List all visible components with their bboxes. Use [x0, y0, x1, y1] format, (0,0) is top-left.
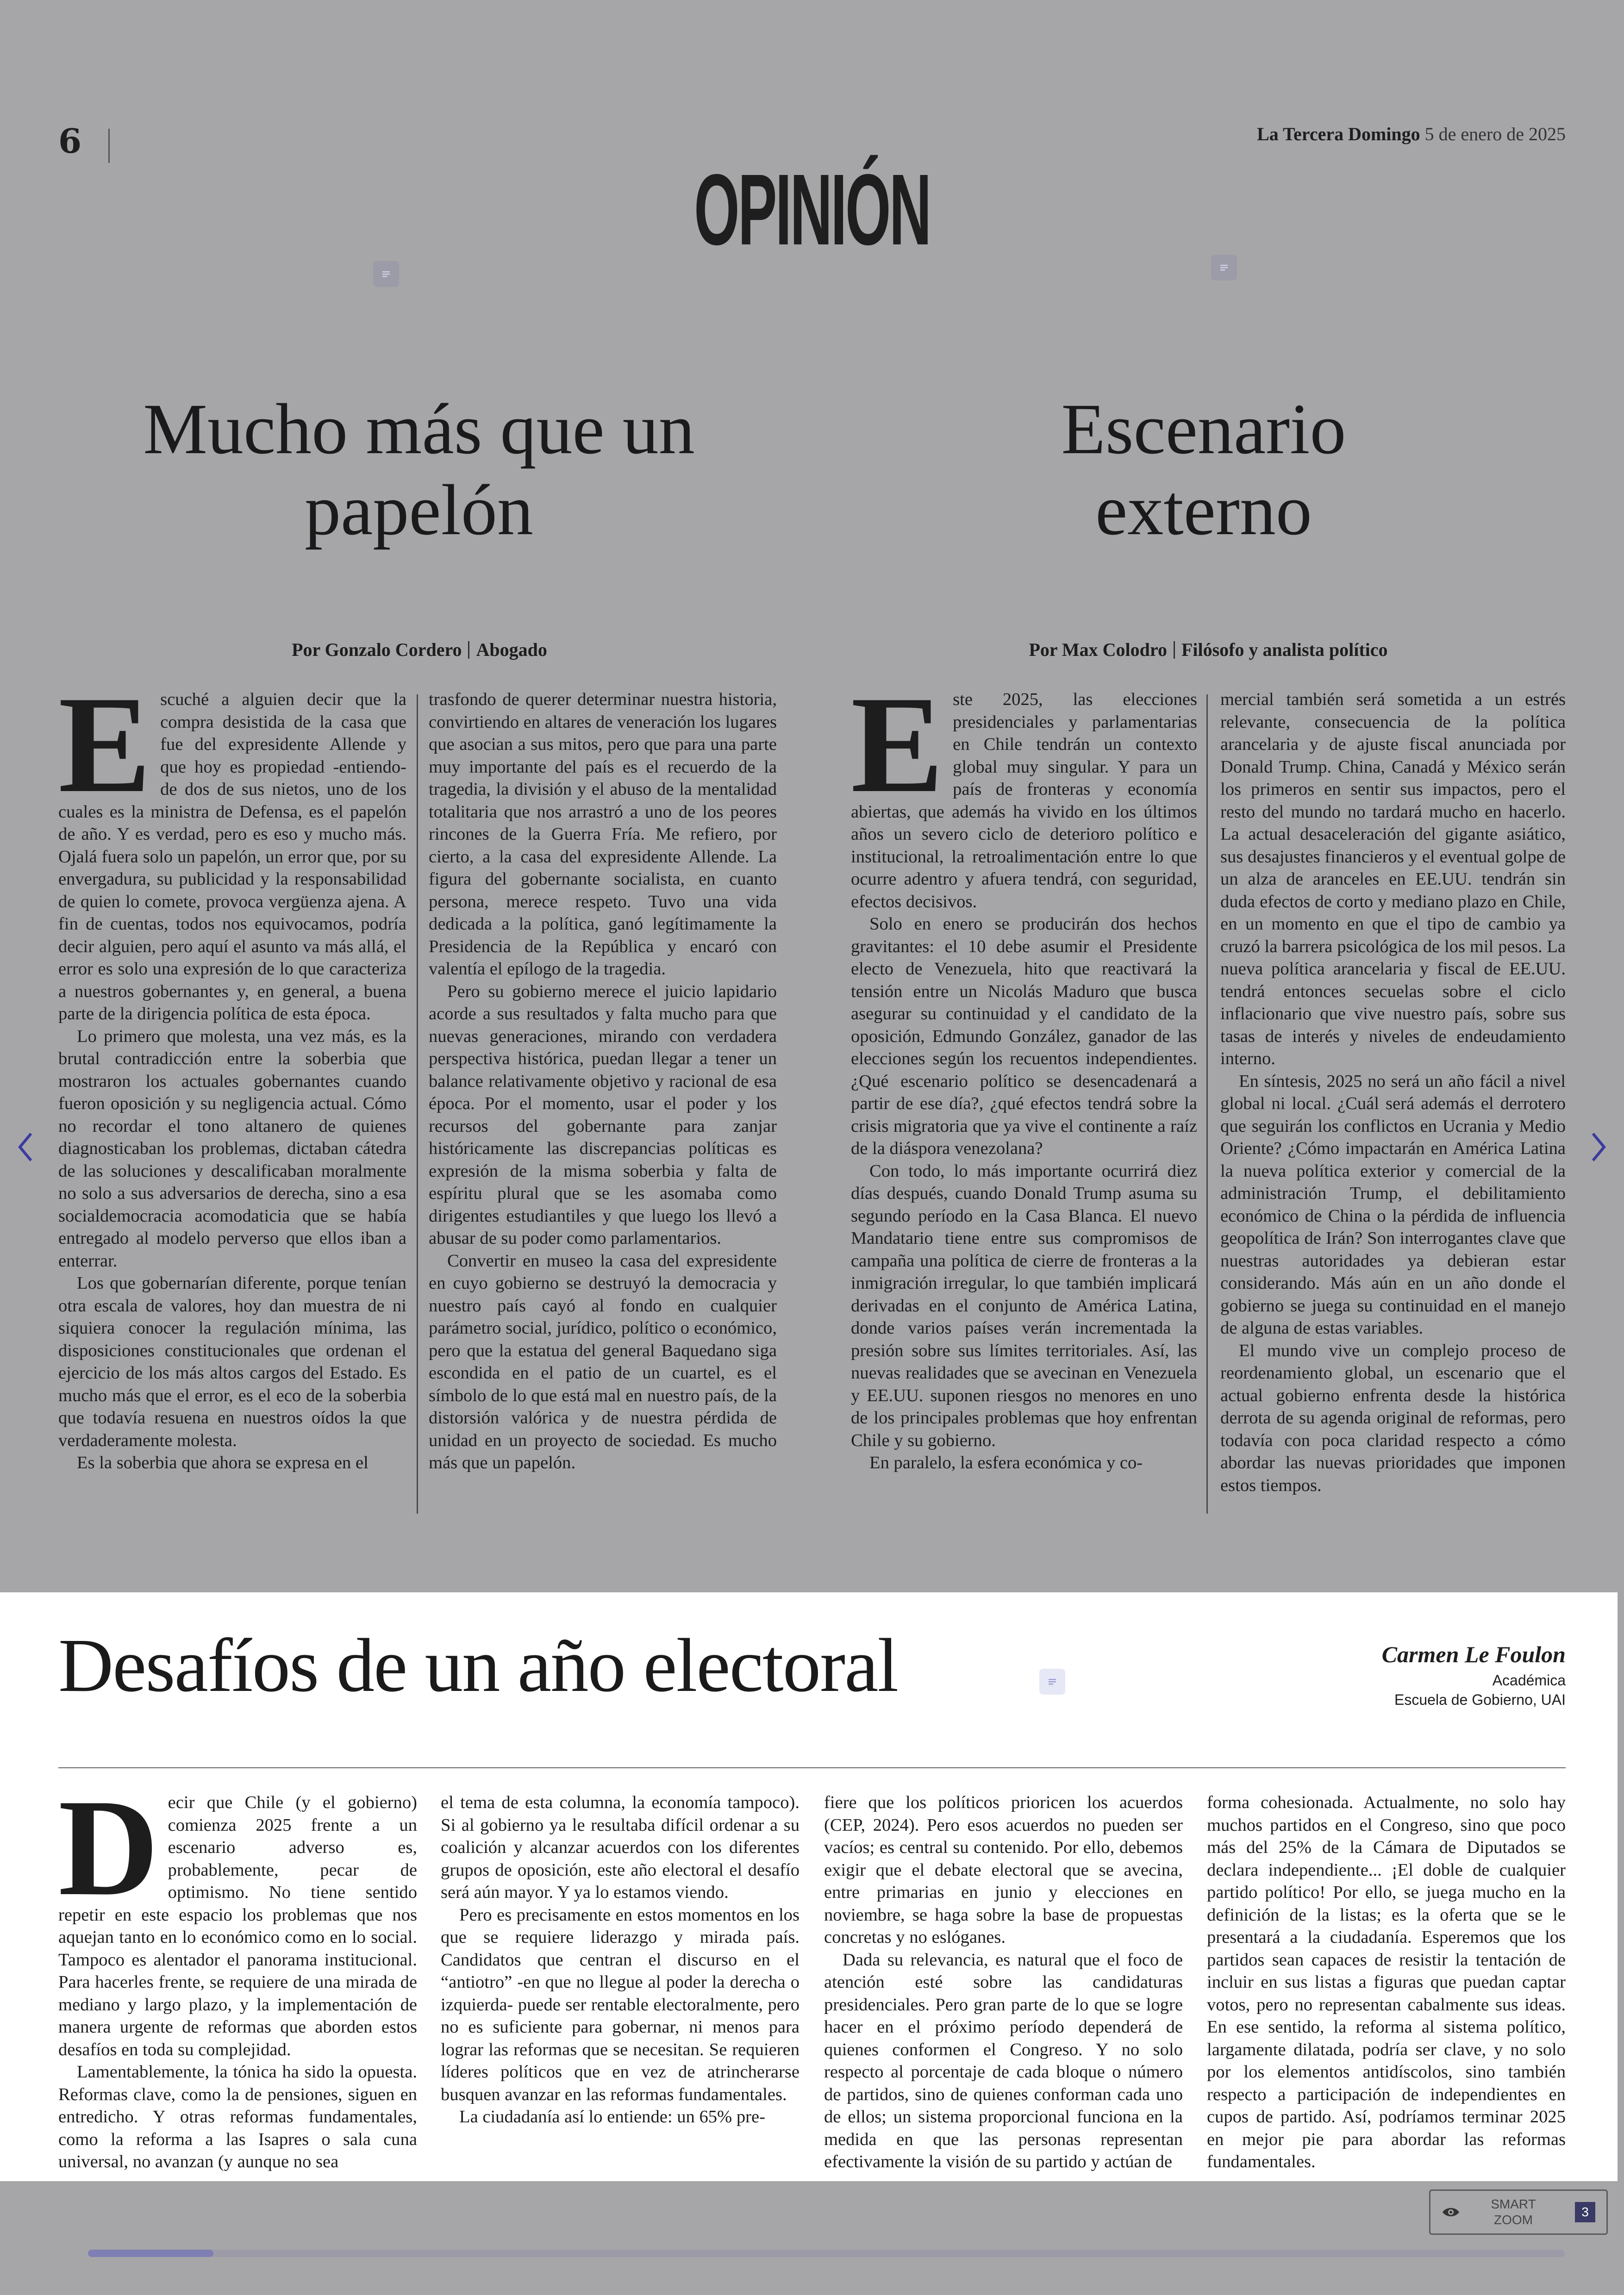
paragraph: El mundo vive un complejo proceso de reordenamiento global, un escenario que el actual gobierno enfrenta desde la histórica derrota de su agenda original de reformas, pero todavía con poca claridad respecto a cómo abordar las nuevas prioridades que imponen estos tiempos.: [1220, 1341, 1566, 1495]
page-progress-track[interactable]: [88, 2250, 1565, 2257]
masthead: [1257, 123, 1566, 145]
paragraph: el tema de esta columna, la economía tampoco). Si al gobierno ya le resultaba difícil ordenar a su coalición y alcanzar acuerdos con los diferentes grupos de oposición, este año electoral el desafío será aún mayor. Y ya lo estamos viendo.: [441, 1793, 800, 1902]
article-column: [1220, 688, 1566, 1497]
author-role: Académica: [1492, 1672, 1566, 1689]
article-headline: Desafíos de un año electoral: [58, 1623, 898, 1708]
article-column: [58, 667, 406, 1474]
paragraph: scuché a alguien decir que la compra desistida de la casa que fue del expresidente Allende y que hoy es propiedad -entiendo- de dos de sus nietos, uno de los cuales es la ministra de Defensa, es el papelón de año. Y es verdad, pero es eso y mucho más. Ojalá fuera solo un papelón, un error que, por su envergadura, su publicidad y la responsabilidad de quien lo comete, provoca vergüenza ajena. A fin de cuentas, todos nos equivocamos, podría decir alguien, pero aquí el asunto va más allá, el error es solo una expresión de lo que caracteriza a nuestros gobernantes y, en general, a buena parte de la dirigencia política de esta época.: [58, 690, 406, 1023]
smart-zoom-count-badge: 3: [1575, 2202, 1595, 2222]
column-divider: [1206, 694, 1208, 1514]
paragraph: forma cohesionada. Actualmente, no solo hay muchos partidos en el Congreso, sino que poco más del 25% de la Cámara de Diputados se declara independiente... ¡El doble de cualquier partido político! Por ello, se juega mucho en la definición de la listas; es la oferta que se le presentará a la ciudadanía. Esperemos que los partidos sean capaces de resistir la tentación de incluir en sus listas a figuras que puedan captar votos, pero no representan cabalmente sus ideas. En ese sentido, la reforma al sistema político, largamente dilatada, podría ser clave, y no solo por los elementos antidíscolos, sino también respecto a participación de independientes en cupos de partido. Así, podríamos terminar 2025 en mejor pie para abordar las reformas fundamentales.: [1207, 1793, 1566, 2171]
article-column: [429, 688, 777, 1474]
page-number: 6: [58, 121, 82, 161]
paragraph: Lamentablemente, la tónica ha sido la opuesta. Reformas clave, como la de pensiones, siguen en entredicho. Y otras reformas fundamentales, como la reforma a las Isapres o sala cuna universal, no avanzan (y aunque no sea: [58, 2062, 417, 2171]
paragraph: Lo primero que molesta, una vez más, es la brutal contradicción entre la soberbia que mostraron los actuales gobernantes cuando fueron oposición y su negligencia actual. Cómo no recordar el tono altanero de quienes diagnosticaban los problemas, dictaban cátedra de las soluciones y descalificaban moralmente no solo a sus adversarios de derecha, sino a esa socialdemocracia acomodaticia que se había entregado al modelo perverso que ellos iban a enterrar.: [58, 1026, 406, 1271]
article-note-icon[interactable]: [373, 261, 399, 287]
section-title: OPINIÓN: [694, 154, 930, 266]
article-headline: Escenario externo: [1061, 389, 1346, 550]
paragraph: Es la soberbia que ahora se expresa en el: [77, 1453, 369, 1472]
previous-page-button[interactable]: [9, 1131, 42, 1163]
article-byline: [58, 639, 781, 661]
paragraph: En síntesis, 2025 no será un año fácil a nivel global ni local. ¿Cuál será además el derrotero que seguirán los conflictos en Ucrania y Medio Oriente? ¿Cómo impactarán en América Latina la nueva política exterior y comercial de la administración Trump, el debilitamiento económico de China o la pérdida de influencia geopolítica de Irán? Son interrogantes clave que nuestras autoridades ya debieran estar considerando. Más aún en un año donde el gobierno se juega su continuidad en el manejo de alguna de estas variables.: [1220, 1071, 1566, 1338]
paragraph: fiere que los políticos prioricen los acuerdos (CEP, 2024). Pero esos acuerdos no pueden ser vacíos; es central su contenido. Por ello, debemos exigir que el debate electoral que se avecina, entre primarias en junio y elecciones en noviembre, se haga sobre la base de propuestas concretas y no eslóganes.: [824, 1793, 1183, 1947]
paragraph: trasfondo de querer determinar nuestra historia, convirtiendo en altares de veneración los lugares que asocian a sus mitos, pero que para una parte muy importante del país es el recuerdo de la tragedia, la división y el abuso de la mentalidad totalitaria que nos arrastró a uno de los peores rincones de la Guerra Fría. Me refiero, por cierto, a la casa del expresidente Allende. La figura del gobernante socialista, en cuanto persona, merece respeto. Tuvo una vida dedicada a la política, ganó legítimamente la Presidencia de la República y encaró con valentía el epílogo de la tragedia.: [429, 690, 777, 979]
article-column: [1207, 1791, 1566, 2173]
publication-name: La Tercera Domingo: [1257, 124, 1420, 144]
author-role: Abogado: [476, 639, 547, 660]
paragraph: Con todo, lo más importante ocurrirá diez días después, cuando Donald Trump asuma su segundo período en la Casa Blanca. El nuevo Mandatario tiene entre sus compromisos de campaña una política de cierre de fronteras a la inmigración irregular, lo que también implicará derivadas en el conjunto de América Latina, donde varios países verán incrementada la presión sobre sus límites territoriales. Así, las nuevas realidades que se avecinan en Venezuela y EE.UU. suponen riesgos no menores en uno de los principales problemas que hoy enfrentan Chile y su gobierno.: [851, 1161, 1197, 1450]
drop-cap: D: [58, 1771, 159, 1924]
paragraph: ste 2025, las elecciones presidenciales y parlamentarias en Chile tendrán un contexto global muy singular. Y para un país de fronteras y economía abiertas, que además ha vivido en los últimos años un severo ciclo de deterioro político e institucional, la retroalimentación entre lo que ocurre adentro y afuera tendrá, con seguridad, efectos decisivos.: [851, 690, 1197, 911]
author-block: [1382, 1641, 1566, 1709]
author-role: Filósofo y analista político: [1181, 639, 1388, 660]
paragraph: mercial también será sometida a un estrés relevante, consecuencia de la política arancelaria y de ajuste fiscal anunciada por Donald Trump. China, Canadá y México serán los primeros en sentir sus impactos, pero el resto del mundo no tardará mucho en hacerlo. La actual desaceleración del gigante asiático, sus desajustes financieros y el eventual golpe de un alza de aranceles en EE.UU. tendrán sin duda efectos de corto y mediano plazo en Chile, en un momento en que el tipo de cambio ya cruzó la barrera psicológica de los mil pesos. La nueva política arancelaria y fiscal de EE.UU. tendrá entonces secuelas sobre el ciclo inflacionario que vive nuestro país, sobre sus tasas de interés y niveles de endeudamiento interno.: [1220, 690, 1566, 1068]
next-page-button[interactable]: [1582, 1131, 1615, 1163]
author-name: Carmen Le Foulon: [1381, 1641, 1566, 1667]
paragraph: ecir que Chile (y el gobierno) comienza 2025 frente a un escenario adverso es, probablemente, pecar de optimismo. No tiene sentido repetir en este espacio los problemas que nos aquejan tanto en lo económico como en lo social. Tampoco es alentador el panorama institucional. Para hacerles frente, se requiere de una mirada de mediano y largo plazo, y la implementación de manera urgente de reformas que aborden estos desafíos en toda su complejidad.: [58, 1793, 417, 2059]
author-affiliation: Escuela de Gobierno, UAI: [1394, 1691, 1566, 1708]
chevron-right-icon: [1588, 1131, 1609, 1163]
paragraph: En paralelo, la esfera económica y co-: [869, 1453, 1143, 1472]
article-column: [58, 1771, 417, 2173]
paragraph: Convertir en museo la casa del expresidente en cuyo gobierno se destruyó la democracia y nuestro país cayó al fondo en cualquier parámetro social, jurídico, político o económico, pero que la estatua del general Baquedano siga escondida en el patio de un cuartel, es el símbolo de lo que está mal en nuestro país, de la distorsión valórica y de nuestra pérdida de unidad en un proyecto de sociedad. Es mucho más que un papelón.: [429, 1251, 777, 1472]
article-note-icon[interactable]: [1211, 255, 1237, 281]
paragraph: Solo en enero se producirán dos hechos gravitantes: el 10 debe asumir el Presidente electo de Venezuela, hito que reactivará la tensión entre un Nicolás Maduro que busca asegurar su continuidad y el candidato de la oposición, Edmundo González, ganador de las elecciones según los recuentos independientes. ¿Qué escenario político se desencadenará a partir de ese día?, ¿qué efectos tendrá sobre la crisis migratoria que ya vive el continente a raíz de la diáspora venezolana?: [851, 914, 1197, 1158]
drop-cap: E: [58, 667, 151, 821]
paragraph: Los que gobernarían diferente, porque tenían otra escala de valores, hoy dan muestra de ni siquiera conocer la regulación mínima, las disposiciones constitucionales que ordenan el ejercicio de los más altos cargos del Estado. Es mucho más que el error, es el eco de la soberbia que todavía resuena en nuestros oídos la que verdaderamente molesta.: [58, 1273, 406, 1450]
article-column: [851, 667, 1197, 1474]
article-column: [824, 1791, 1183, 2173]
column-divider: [417, 694, 418, 1514]
publication-date: 5 de enero de 2025: [1424, 124, 1566, 144]
author-name: Por Gonzalo Cordero: [292, 639, 462, 660]
headline-divider: [58, 1767, 1566, 1768]
author-name: Por Max Colodro: [1029, 639, 1167, 660]
page-number-divider: [108, 129, 110, 163]
paragraph: Pero es precisamente en estos momentos en los que se requiere liderazgo y mirada país. Candidatos que centran el discurso en el “antiotro” -en que no llegue al poder la derecha o izquierda- puede ser rentable electoralmente, pero no es suficiente para gobernar, ni menos para lograr las reformas que se necesitan. Se requieren líderes políticos que en vez de atrincherarse busquen avanzar en las reformas fundamentales.: [441, 1905, 800, 2104]
chevron-left-icon: [15, 1131, 36, 1163]
paragraph: Dada su relevancia, es natural que el foco de atención esté sobre las candidaturas presidenciales. Pero gran parte de lo que se logre hacer en el próximo período dependerá de quienes conformen el Congreso. Y no solo respecto al porcentaje de cada bloque o número de partidos, sino de quienes conforman cada uno de ellos; un sistema proporcional funciona en la medida en que las personas representan efectivamente la visión de su partido y actúan de: [824, 1950, 1183, 2171]
drop-cap: E: [851, 667, 944, 821]
page-progress-fill[interactable]: [88, 2250, 213, 2257]
paragraph: La ciudadanía así lo entiende: un 65% pre-: [459, 2107, 765, 2127]
article-byline: [851, 639, 1566, 661]
article-headline: Mucho más que un papelón: [143, 389, 695, 550]
eye-icon: [1442, 2206, 1460, 2219]
smart-zoom-button[interactable]: [1429, 2189, 1608, 2235]
article-column: [441, 1791, 800, 2128]
paragraph: Pero su gobierno merece el juicio lapidario acorde a sus resultados y falta mucho para que nuevas generaciones, mirando con verdadera perspectiva histórica, puedan llegar a tener un balance relativamente objetivo y racional de esa época. Por el momento, usar el poder y los recursos del gobernante para zanjar históricamente las discrepancias políticas es expresión de la misma soberbia y falta de espíritu plural que se les asomaba como dirigentes estudiantiles y que luego los llevó a abusar de su poder como parlamentarios.: [429, 981, 777, 1248]
article-note-icon[interactable]: [1039, 1669, 1065, 1695]
smart-zoom-label: SMART ZOOM: [1491, 2197, 1536, 2227]
